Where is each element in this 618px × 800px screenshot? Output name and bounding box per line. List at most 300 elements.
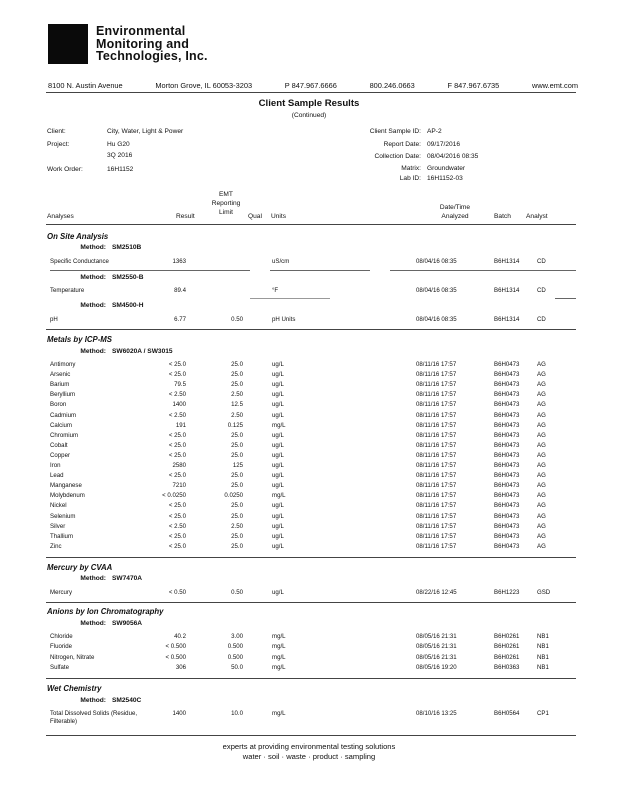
cell-result: < 25.0 (168, 431, 186, 439)
table-row (0, 472, 618, 482)
fax-number: F 847.967.6735 (447, 81, 500, 90)
cell-rl: 3.00 (231, 633, 243, 640)
table-row (0, 482, 618, 492)
cell-analyst: AG (537, 391, 546, 399)
row-divider (50, 270, 250, 271)
cell-result: < 2.50 (168, 411, 186, 419)
method-line (70, 697, 141, 704)
cell-rl: 25.0 (231, 542, 243, 550)
cell-result: < 0.50 (168, 589, 186, 596)
cell-units: ug/L (272, 391, 284, 399)
cell-result: < 25.0 (168, 451, 186, 459)
cell-datetime: 08/11/16 17:57 (416, 532, 457, 540)
cell-analyst: AG (537, 421, 546, 429)
cell-analyte: Manganese (50, 482, 82, 490)
table-row (0, 422, 618, 432)
cell-units: ug/L (272, 441, 284, 449)
col-datetime (430, 203, 480, 221)
cell-rl: 0.50 (231, 316, 243, 323)
cell-datetime: 08/04/16 08:35 (416, 287, 457, 294)
table-row (0, 391, 618, 401)
cell-batch: B6H0473 (494, 441, 520, 449)
cell-rl: 25.0 (231, 371, 243, 379)
cell-result: 1400 (172, 401, 186, 409)
cell-datetime: 08/11/16 17:57 (416, 482, 457, 490)
cell-units: mg/L (272, 653, 286, 661)
method-value: SW7470A (112, 575, 143, 582)
matrix-label: Matrix: (401, 165, 421, 172)
website: www.emt.com (532, 81, 578, 90)
cell-analyst: CD (537, 258, 546, 265)
method-value: SM2510B (112, 244, 142, 251)
cell-batch: B6H0473 (494, 421, 520, 429)
cell-units: ug/L (272, 522, 284, 530)
cell-analyte: Mercury (50, 589, 73, 596)
cell-rl: 25.0 (231, 431, 243, 439)
cell-rl: 10.0 (231, 710, 243, 717)
table-row (0, 462, 618, 472)
table-row (0, 492, 618, 502)
client-label: Client: (47, 128, 66, 135)
cell-analyte-continued: Filterable) (50, 718, 78, 725)
cell-batch: B6H0473 (494, 512, 520, 520)
cell-units: ug/L (272, 589, 284, 596)
cell-analyte: Chloride (50, 633, 73, 640)
table-row (0, 513, 618, 523)
cell-analyst: AG (537, 522, 546, 530)
method-label: Method: (80, 244, 106, 251)
col-result: Result (176, 213, 195, 220)
cell-result: 89.4 (174, 287, 186, 294)
company-name-line: Monitoring and (96, 36, 190, 51)
col-qual: Qual (248, 213, 262, 220)
company-name-line: Environmental (96, 24, 186, 38)
cell-datetime: 08/11/16 17:57 (416, 391, 457, 399)
cell-rl: 25.0 (231, 381, 243, 389)
cell-analyte: Selenium (50, 512, 76, 520)
phone-number: P 847.967.6666 (284, 81, 337, 90)
cell-rl: 125 (232, 462, 243, 469)
cell-datetime: 08/11/16 17:57 (416, 522, 457, 530)
company-name (96, 25, 208, 63)
cell-analyte: Silver (50, 522, 66, 530)
cell-batch: B6H0261 (494, 653, 520, 661)
method-value: SM2550-B (112, 274, 144, 281)
cell-analyst: NB1 (537, 653, 549, 661)
section-title-anions: Anions by Ion Chromatography (47, 607, 164, 616)
cell-analyte: Temperature (50, 287, 85, 294)
address-bar (48, 81, 578, 90)
method-label: Method: (80, 274, 106, 281)
cell-analyte: Iron (50, 462, 61, 469)
method-line (70, 302, 144, 309)
cell-batch: B6H0473 (494, 482, 520, 490)
cell-analyte: Arsenic (50, 371, 71, 379)
cell-analyst: NB1 (537, 633, 549, 640)
cell-batch: B6H0473 (494, 401, 520, 409)
cell-units: ug/L (272, 532, 284, 540)
cell-analyte: Cobalt (50, 441, 68, 449)
col-dt-line1: Date/Time (439, 204, 471, 211)
cell-result: < 25.0 (168, 472, 186, 480)
cell-result: 2580 (172, 462, 186, 469)
sample-id-value: AP-2 (427, 128, 442, 135)
company-name-line: Technologies, Inc. (96, 49, 208, 63)
section-title-mercury: Mercury by CVAA (47, 563, 113, 572)
cell-rl: 50.0 (231, 663, 243, 671)
cell-analyte: Antimony (50, 361, 76, 368)
cell-datetime: 08/11/16 17:57 (416, 431, 457, 439)
cell-analyst: AG (537, 441, 546, 449)
cell-analyst: CP1 (537, 710, 549, 717)
report-date-value: 09/17/2016 (427, 141, 461, 148)
cell-result: < 0.500 (165, 643, 186, 651)
cell-analyte: Calcium (50, 421, 73, 429)
cell-datetime: 08/11/16 17:57 (416, 411, 457, 419)
cell-batch: B6H1314 (494, 287, 520, 294)
col-dt-line2: Analyzed (441, 213, 469, 220)
cell-result: 6.77 (174, 316, 186, 323)
report-subtitle: (Continued) (291, 112, 327, 119)
cell-analyst: AG (537, 381, 546, 389)
report-title: Client Sample Results (258, 98, 360, 109)
header-divider (46, 92, 576, 93)
cell-batch: B6H1314 (494, 258, 520, 265)
cell-batch: B6H0473 (494, 522, 520, 530)
cell-analyst: AG (537, 532, 546, 540)
cell-units: ug/L (272, 512, 284, 520)
table-row (0, 432, 618, 442)
cell-analyst: AG (537, 502, 546, 510)
cell-batch: B6H1223 (494, 589, 520, 596)
cell-rl: 25.0 (231, 361, 243, 368)
section-divider (46, 602, 576, 603)
cell-analyte: Nickel (50, 502, 67, 510)
cell-units: ug/L (272, 431, 284, 439)
table-row (0, 633, 618, 643)
cell-datetime: 08/05/16 21:31 (416, 643, 457, 651)
cell-analyst: AG (537, 472, 546, 480)
matrix-value: Groundwater (427, 165, 466, 172)
work-order-value: 16H1152 (107, 166, 134, 173)
cell-units: °F (272, 287, 279, 294)
cell-units: mg/L (272, 492, 286, 500)
cell-rl: 2.50 (231, 522, 243, 530)
cell-datetime: 08/11/16 17:57 (416, 462, 457, 469)
method-line (70, 348, 173, 355)
cell-analyte: Specific Conductance (50, 258, 109, 265)
method-line (70, 575, 142, 582)
cell-analyte: Lead (50, 472, 64, 480)
lab-id-value: 16H1152-03 (427, 175, 463, 182)
cell-rl: 25.0 (231, 532, 243, 540)
method-line (70, 620, 142, 627)
cell-datetime: 08/04/16 08:35 (416, 258, 457, 265)
work-order-label: Work Order: (47, 166, 83, 173)
project-period: 3Q 2016 (107, 152, 133, 159)
table-row (0, 643, 618, 653)
cell-units: mg/L (272, 663, 286, 671)
cell-analyst: GSD (537, 589, 551, 596)
cell-result: 1363 (172, 258, 186, 265)
cell-analyte: Cadmium (50, 411, 77, 419)
method-value: SM2540C (112, 697, 142, 704)
cell-result: 79.5 (174, 381, 186, 389)
table-row (0, 654, 618, 664)
cell-units: ug/L (272, 502, 284, 510)
table-row (0, 258, 618, 268)
sample-id-label: Client Sample ID: (369, 128, 421, 135)
cell-analyst: AG (537, 431, 546, 439)
cell-analyte: Nitrogen, Nitrate (50, 653, 95, 661)
cell-batch: B6H0473 (494, 462, 520, 469)
method-value: SW9056A (112, 620, 143, 627)
section-title-onsite: On Site Analysis (47, 232, 109, 241)
cell-batch: B6H0473 (494, 451, 520, 459)
cell-datetime: 08/11/16 17:57 (416, 441, 457, 449)
cell-units: pH Units (272, 316, 296, 323)
cell-datetime: 08/11/16 17:57 (416, 492, 457, 500)
cell-analyte: Molybdenum (50, 492, 85, 500)
method-label: Method: (80, 302, 106, 309)
footer-divider (46, 735, 576, 736)
footer-tagline: experts at providing environmental testing solutions (222, 742, 396, 751)
col-analyses: Analyses (47, 213, 74, 220)
city-address: Morton Grove, IL 60053-3203 (155, 81, 253, 90)
table-row (0, 664, 618, 674)
cell-result: 7210 (172, 482, 186, 490)
cell-datetime: 08/11/16 17:57 (416, 542, 457, 550)
cell-result: < 2.50 (168, 522, 186, 530)
col-reporting-limit (206, 190, 246, 217)
col-batch: Batch (494, 213, 511, 220)
method-value: SM4500-H (112, 302, 144, 309)
tollfree-number: 800.246.0663 (369, 81, 415, 90)
cell-batch: B6H0473 (494, 371, 520, 379)
cell-datetime: 08/11/16 17:57 (416, 421, 457, 429)
cell-result: < 0.500 (165, 653, 186, 661)
method-label: Method: (80, 348, 106, 355)
cell-analyte: Barium (50, 381, 70, 389)
table-row (0, 381, 618, 391)
cell-analyst: CD (537, 316, 546, 323)
cell-rl: 0.50 (231, 589, 243, 596)
project-value: Hu G20 (107, 141, 130, 148)
cell-analyst: AG (537, 401, 546, 409)
table-row (0, 502, 618, 512)
cell-analyst: AG (537, 462, 546, 469)
cell-analyte: Thallium (50, 532, 74, 540)
section-title-metals: Metals by ICP-MS (47, 335, 112, 344)
method-label: Method: (80, 575, 106, 582)
cell-result: < 2.50 (168, 391, 186, 399)
company-logo (48, 24, 88, 64)
method-line (70, 244, 141, 251)
collection-date-label: Collection Date: (374, 153, 421, 160)
cell-units: ug/L (272, 542, 284, 550)
table-row (0, 533, 618, 543)
col-rl-line1: EMT (219, 191, 233, 198)
cell-batch: B6H0473 (494, 492, 520, 500)
col-rl-line2: Reporting (211, 200, 241, 207)
row-divider (555, 298, 576, 299)
cell-datetime: 08/05/16 21:31 (416, 653, 457, 661)
section-divider (46, 678, 576, 679)
cell-analyst: AG (537, 361, 546, 368)
table-header-divider (46, 224, 576, 225)
cell-units: ug/L (272, 472, 284, 480)
cell-result: 1400 (172, 710, 186, 717)
method-line (70, 274, 144, 281)
cell-rl: 0.125 (227, 421, 243, 429)
table-row (0, 442, 618, 452)
table-row (0, 543, 618, 553)
cell-batch: B6H0473 (494, 391, 520, 399)
cell-analyte: Fluoride (50, 643, 73, 651)
cell-result: 306 (175, 663, 186, 671)
cell-units: ug/L (272, 462, 284, 469)
cell-rl: 0.0250 (224, 492, 243, 500)
cell-result: < 25.0 (168, 371, 186, 379)
footer-services: water · soil · waste · product · sampling (242, 752, 376, 761)
cell-analyte: Zinc (50, 542, 62, 550)
cell-rl: 2.50 (231, 391, 243, 399)
row-divider (390, 270, 576, 271)
cell-batch: B6H0473 (494, 502, 520, 510)
method-label: Method: (80, 620, 106, 627)
cell-batch: B6H0473 (494, 472, 520, 480)
lab-id-label: Lab ID: (399, 175, 421, 182)
col-analyst: Analyst (526, 213, 548, 220)
cell-units: ug/L (272, 451, 284, 459)
table-row (0, 371, 618, 381)
col-rl-line3: Limit (219, 209, 233, 216)
cell-rl: 25.0 (231, 441, 243, 449)
cell-analyst: AG (537, 542, 546, 550)
cell-batch: B6H0363 (494, 663, 520, 671)
cell-analyte: Total Dissolved Solids (Residue, (50, 710, 138, 717)
cell-batch: B6H0473 (494, 431, 520, 439)
collection-date-value: 08/04/2016 08:35 (427, 153, 479, 160)
cell-datetime: 08/05/16 19:20 (416, 663, 457, 671)
cell-units: ug/L (272, 482, 284, 490)
row-divider (270, 270, 370, 271)
cell-result: 191 (175, 421, 186, 429)
cell-datetime: 08/11/16 17:57 (416, 502, 457, 510)
cell-rl: 2.50 (231, 411, 243, 419)
cell-rl: 25.0 (231, 482, 243, 490)
cell-analyte: Boron (50, 401, 67, 409)
cell-analyst: AG (537, 371, 546, 379)
cell-result: < 0.0250 (162, 492, 186, 500)
cell-result: < 25.0 (168, 361, 186, 368)
cell-analyst: CD (537, 287, 546, 294)
cell-result: < 25.0 (168, 441, 186, 449)
cell-units: uS/cm (272, 258, 290, 265)
cell-analyst: AG (537, 512, 546, 520)
cell-rl: 25.0 (231, 512, 243, 520)
cell-analyte: Beryllium (50, 391, 76, 399)
cell-datetime: 08/05/16 21:31 (416, 633, 457, 640)
cell-datetime: 08/10/16 13:25 (416, 710, 457, 717)
cell-batch: B6H0564 (494, 710, 520, 717)
section-divider (46, 557, 576, 558)
table-row-continuation (0, 718, 618, 728)
table-row (0, 412, 618, 422)
cell-units: mg/L (272, 421, 286, 429)
method-value: SW6020A / SW3015 (112, 348, 173, 355)
cell-analyst: NB1 (537, 663, 549, 671)
cell-datetime: 08/22/16 12:45 (416, 589, 457, 596)
sample-info (330, 128, 570, 188)
cell-analyte: Chromium (50, 431, 79, 439)
cell-units: ug/L (272, 381, 284, 389)
client-value: City, Water, Light & Power (107, 128, 184, 135)
cell-result: < 25.0 (168, 542, 186, 550)
col-units: Units (271, 213, 287, 220)
cell-units: ug/L (272, 361, 284, 368)
cell-datetime: 08/11/16 17:57 (416, 512, 457, 520)
cell-units: mg/L (272, 643, 286, 651)
cell-analyst: AG (537, 492, 546, 500)
table-row (0, 589, 618, 599)
project-label: Project: (47, 141, 70, 148)
cell-rl: 25.0 (231, 472, 243, 480)
cell-analyte: pH (50, 316, 58, 323)
cell-analyst: AG (537, 411, 546, 419)
table-row (0, 523, 618, 533)
cell-batch: B6H0473 (494, 361, 520, 368)
cell-result: 40.2 (174, 633, 186, 640)
cell-units: ug/L (272, 401, 284, 409)
cell-result: < 25.0 (168, 532, 186, 540)
cell-datetime: 08/11/16 17:57 (416, 371, 457, 379)
cell-rl: 25.0 (231, 502, 243, 510)
cell-units: ug/L (272, 371, 284, 379)
table-row (0, 287, 618, 297)
cell-batch: B6H0473 (494, 542, 520, 550)
cell-batch: B6H0473 (494, 532, 520, 540)
cell-datetime: 08/11/16 17:57 (416, 381, 457, 389)
cell-batch: B6H0473 (494, 411, 520, 419)
cell-result: < 25.0 (168, 512, 186, 520)
cell-result: < 25.0 (168, 502, 186, 510)
table-row (0, 361, 618, 371)
cell-batch: B6H0473 (494, 381, 520, 389)
method-label: Method: (80, 697, 106, 704)
cell-analyte: Sulfate (50, 663, 69, 671)
table-row (0, 452, 618, 462)
cell-rl: 0.500 (227, 643, 243, 651)
cell-datetime: 08/04/16 08:35 (416, 316, 457, 323)
row-divider (250, 298, 330, 299)
cell-rl: 25.0 (231, 451, 243, 459)
cell-units: mg/L (272, 710, 286, 717)
table-row (0, 401, 618, 411)
cell-batch: B6H0261 (494, 643, 520, 651)
cell-datetime: 08/11/16 17:57 (416, 472, 457, 480)
cell-rl: 0.500 (227, 653, 243, 661)
report-date-label: Report Date: (383, 141, 421, 148)
cell-analyst: AG (537, 482, 546, 490)
section-title-wetchem: Wet Chemistry (47, 684, 102, 693)
cell-datetime: 08/11/16 17:57 (416, 361, 457, 368)
street-address: 8100 N. Austin Avenue (48, 81, 123, 90)
cell-analyst: AG (537, 451, 546, 459)
cell-analyte: Copper (50, 451, 70, 459)
section-divider (46, 329, 576, 330)
cell-analyst: NB1 (537, 643, 549, 651)
